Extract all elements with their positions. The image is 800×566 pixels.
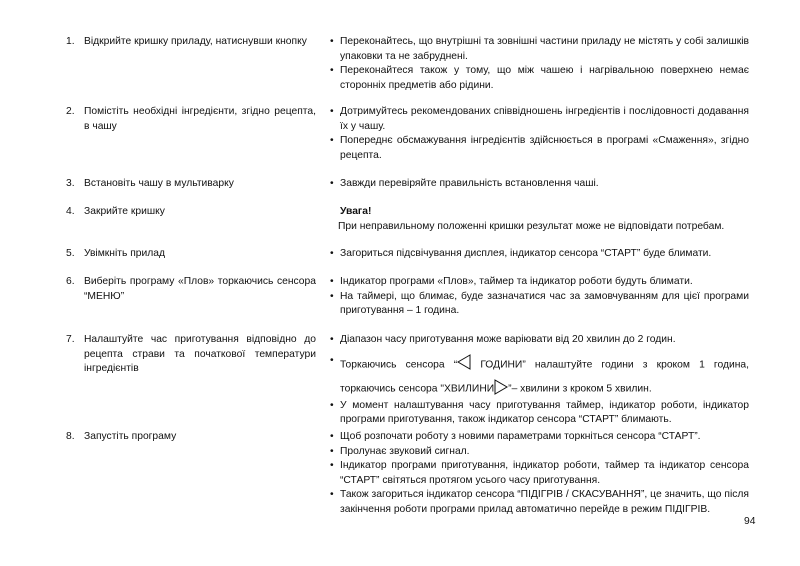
step-6-notes bbox=[328, 275, 749, 319]
note-bullet: • У момент налаштування часу приготування таймер, індикатор роботи, індикатор програми приготування, також індикатор сенсора “СТАРТ” блимають. bbox=[328, 399, 749, 428]
note-bullet: • Загориться підсвічування дисплея, індикатор сенсора “СТАРТ” буде блимати. bbox=[328, 247, 749, 262]
step-4-warning bbox=[328, 205, 749, 234]
hours-note bbox=[328, 354, 749, 376]
hours-note-after: ” налаштуйте години з кроком 1 година, bbox=[522, 359, 749, 371]
step-text: Виберіть програму «Плов» торкаючись сенсора “МЕНЮ” bbox=[84, 276, 316, 302]
triangle-left-icon bbox=[457, 354, 471, 370]
minutes-note bbox=[328, 379, 749, 399]
hours-note-before: Торкаючись сенсора “ bbox=[340, 359, 458, 371]
note-bullet: • Також загориться індикатор сенсора “ПІДІГРІВ / СКАСУВАННЯ”, це значить, що після закінчення роботи програми прилад автоматично перейде в режим ПІДІГРІВ. bbox=[328, 488, 749, 517]
triangle-right-icon bbox=[494, 379, 508, 395]
step-3-notes bbox=[328, 177, 749, 192]
step-text: Налаштуйте час приготування відповідно до рецепта страви та початкової температури інгредієнтів bbox=[84, 334, 316, 374]
step-4 bbox=[66, 205, 316, 220]
minutes-note-after: ”– хвилини з кроком 5 хвилин. bbox=[508, 383, 652, 395]
note-bullet: • Щоб розпочати роботу з новими параметрами торкніться сенсора “СТАРТ”. bbox=[328, 430, 749, 445]
note-bullet: • Діапазон часу приготування може варіювати від 20 хвилин до 2 годин. bbox=[328, 333, 749, 348]
note-bullet: • Переконайтесь, що внутрішні та зовнішні частини приладу не містять у собі залишків упаковки та не забруднені. bbox=[328, 35, 749, 64]
step-number: 1. bbox=[66, 36, 75, 47]
step-2 bbox=[66, 105, 316, 134]
step-6 bbox=[66, 275, 316, 304]
step-number: 7. bbox=[66, 334, 75, 345]
note-bullet: • Індикатор програми «Плов», таймер та індикатор роботи будуть блимати. bbox=[328, 275, 749, 290]
step-number: 3. bbox=[66, 178, 75, 189]
hours-label: ГОДИНИ bbox=[480, 359, 523, 371]
step-7 bbox=[66, 333, 316, 377]
step-text: Закрийте кришку bbox=[84, 206, 165, 217]
step-8-notes bbox=[328, 430, 749, 517]
warning-title: Увага! bbox=[340, 206, 372, 217]
note-bullet: • Пролунає звуковий сигнал. bbox=[328, 445, 749, 460]
note-bullet: • Завжди перевіряйте правильність встановлення чаші. bbox=[328, 177, 749, 192]
note-bullet: • Індикатор програми приготування, індикатор роботи, таймер та індикатор сенсора “СТАРТ” світяться протягом усього часу приготування. bbox=[328, 459, 749, 488]
step-1 bbox=[66, 35, 316, 50]
step-number: 8. bbox=[66, 431, 75, 442]
warning-text: При неправильному положенні кришки результат може не відповідати потребам. bbox=[338, 220, 725, 232]
step-text: Встановіть чашу в мультиварку bbox=[84, 178, 234, 189]
step-text: Запустіть програму bbox=[84, 431, 177, 442]
note-bullet: • Дотримуйтесь рекомендованих співвідношень інгредієнтів і послідовності додавання їх у чашу. bbox=[328, 105, 749, 134]
step-8 bbox=[66, 430, 316, 445]
step-5 bbox=[66, 247, 316, 262]
note-bullet: • Попереднє обсмажування інгредієнтів здійснюється в програмі «Смаження», згідно рецепта. bbox=[328, 134, 749, 163]
step-number: 5. bbox=[66, 248, 75, 259]
step-number: 2. bbox=[66, 106, 75, 117]
step-2-notes bbox=[328, 105, 749, 163]
note-bullet: • На таймері, що блимає, буде зазначатися час за замовчуванням для цієї програми приготування – 1 година. bbox=[328, 290, 749, 319]
step-text: Відкрийте кришку приладу, натиснувши кнопку bbox=[84, 36, 307, 47]
step-3 bbox=[66, 177, 316, 192]
step-1-notes bbox=[328, 35, 749, 93]
note-bullet: • Переконайтеся також у тому, що між чашею і нагрівальною поверхнею немає сторонніх предметів або рідини. bbox=[328, 64, 749, 93]
step-5-notes bbox=[328, 247, 749, 262]
step-7-notes bbox=[328, 333, 749, 428]
page-number: 94 bbox=[744, 516, 756, 527]
step-number: 4. bbox=[66, 206, 75, 217]
step-text: Увімкніть прилад bbox=[84, 248, 166, 259]
step-number: 6. bbox=[66, 276, 75, 287]
step-text: Помістіть необхідні інгредієнти, згідно рецепта, в чашу bbox=[84, 106, 316, 132]
minutes-note-before: торкаючись сенсора "ХВИЛИНИ bbox=[340, 383, 495, 395]
